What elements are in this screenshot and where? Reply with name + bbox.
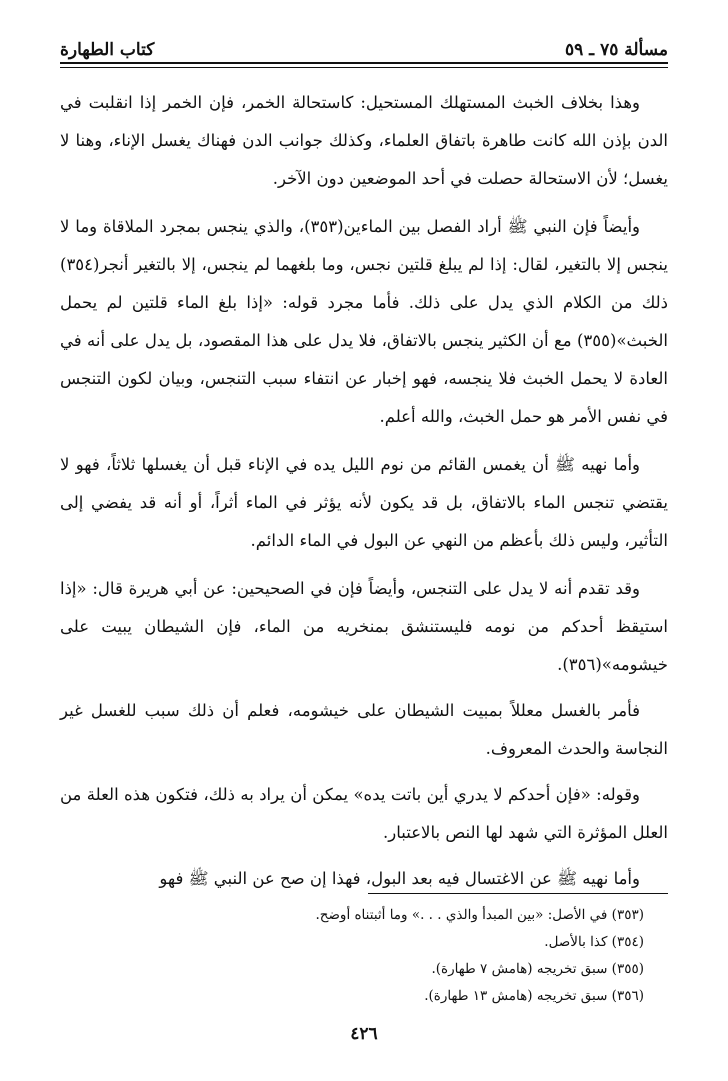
footnote-354: (٣٥٤) كذا بالأصل. [544, 934, 644, 950]
header-book-title: كتاب الطهارة [60, 40, 155, 60]
footnote-355: (٣٥٥) سبق تخريجه (هامش ٧ طهارة). [431, 961, 644, 977]
footnote-356: (٣٥٦) سبق تخريجه (هامش ١٣ طهارة). [424, 988, 644, 1004]
footnote-separator [368, 893, 668, 894]
paragraph-3: وأما نهيه ﷺ أن يغمس القائم من نوم الليل يده في الإناء قبل أن يغسلها ثلاثاً، فهو لا يقتضي تنجس الماء بالاتفاق، بل قد يكون لأنه يؤثر في الماء أثراً، أو أنه قد يفضي إلى التأثير، وليس ذلك بأعظم من النهي عن البول في الماء الدائم. [60, 455, 668, 550]
header-rule-thick [60, 62, 668, 64]
header-rule-thin [60, 67, 668, 68]
main-text [60, 84, 668, 908]
header-issue-title: مسألة ٧٥ ـ ٥٩ [564, 40, 668, 60]
paragraph-2: وأيضاً فإن النبي ﷺ أراد الفصل بين الماءين(٣٥٣)، والذي ينجس بمجرد الملاقاة وما لا ينجس إلا بالتغير، لقال: إذا لم يبلغ قلتين نجس، وما بلغهما لم ينجس، إلا بالتغير أنجر(٣٥٤) ذلك من الكلام الذي يدل على ذلك. فأما مجرد قوله: «إذا بلغ الماء قلتين لم يحمل الخبث»(٣٥٥) مع أن الكثير ينجس بالاتفاق، فلا يدل على هذا المقصود، بل يدل على أنه في العادة لا يحمل الخبث فلا ينجسه، فهو إخبار عن انتفاء سبب التنجس، وبيان لكون التنجس في نفس الأمر هو حمل الخبث، والله أعلم. [60, 217, 668, 426]
paragraph-5: فأمر بالغسل معللاً بمبيت الشيطان على خيشومه، فعلم أن ذلك سبب للغسل غير النجاسة والحدث المعروف. [60, 701, 668, 758]
paragraph-1: وهذا بخلاف الخبث المستهلك المستحيل: كاستحالة الخمر، فإن الخمر إذا انقلبت في الدن بإذن الله كانت طاهرة باتفاق العلماء، وكذلك جوانب الدن فهناك يغسل الإناء، وهنا لا يغسل؛ لأن الاستحالة حصلت في أحد الموضعين دون الآخر. [60, 93, 668, 188]
paragraph-7: وأما نهيه ﷺ عن الاغتسال فيه بعد البول، فهذا إن صح عن النبي ﷺ فهو [159, 869, 640, 888]
page-number: ٤٢٦ [350, 1024, 378, 1044]
paragraph-4: وقد تقدم أنه لا يدل على التنجس، وأيضاً فإن في الصحيحين: عن أبي هريرة قال: «إذا استيقظ أحدكم من نومه فليستنشق بمنخريه من الماء، فإن الشيطان يبيت على خيشومه»(٣٥٦). [60, 579, 668, 674]
footnotes [60, 902, 644, 1010]
paragraph-6: وقوله: «فإن أحدكم لا يدري أين باتت يده» يمكن أن يراد به ذلك، فتكون هذه العلة من العلل المؤثرة التي شهد لها النص بالاعتبار. [60, 785, 668, 842]
running-header [60, 30, 668, 60]
footnote-353: (٣٥٣) في الأصل: «بين المبدأ والذي . . .» وما أثبتناه أوضح. [315, 907, 644, 923]
